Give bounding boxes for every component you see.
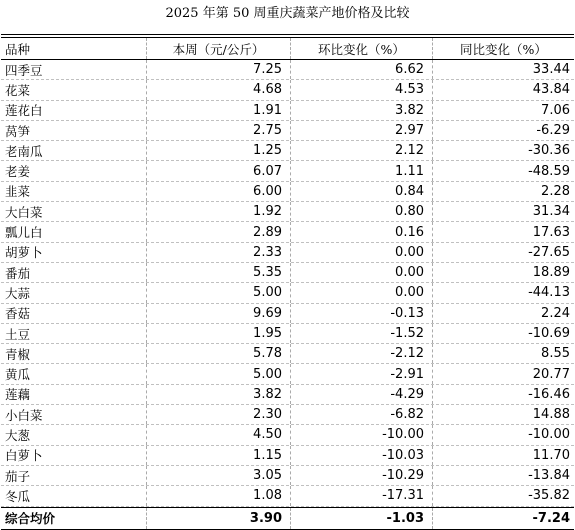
table-row [1,182,574,202]
header-week-on-week-change: 环比变化（%） [290,38,432,59]
cell-year-change: 11.70 [432,446,574,465]
table-row [1,283,574,303]
total-year-change: -7.24 [432,508,574,529]
cell-year-change: 14.88 [432,405,574,424]
cell-week-change: 1.11 [290,161,432,180]
cell-variety: 莲藕 [5,387,31,403]
cell-week-change: -10.00 [290,425,432,444]
cell-variety: 黄瓜 [5,367,31,383]
cell-week-change: -4.29 [290,385,432,404]
table-row [1,344,574,364]
table-row [1,466,574,486]
cell-week-change: 2.97 [290,121,432,140]
cell-week-change: -1.52 [290,324,432,343]
header-year-on-year-change: 同比变化（%） [432,38,574,59]
cell-year-change: 18.89 [432,263,574,282]
cell-variety: 韭菜 [5,184,31,200]
cell-year-change: 2.28 [432,182,574,201]
cell-week-change: -10.03 [290,446,432,465]
cell-variety: 香菇 [5,306,31,322]
cell-variety: 大白菜 [5,204,43,220]
cell-price: 2.89 [146,222,290,241]
cell-variety: 番茄 [5,265,31,281]
cell-week-change: -2.91 [290,364,432,383]
table-row [1,202,574,222]
cell-price: 3.05 [146,466,290,485]
cell-price: 5.35 [146,263,290,282]
cell-variety: 小白菜 [5,407,43,423]
cell-year-change: -10.00 [432,425,574,444]
cell-price: 9.69 [146,304,290,323]
cell-week-change: -10.29 [290,466,432,485]
cell-week-change: 2.12 [290,141,432,160]
cell-week-change: 6.62 [290,60,432,79]
table-row [1,486,574,506]
cell-price: 1.92 [146,202,290,221]
cell-year-change: -44.13 [432,283,574,302]
cell-variety: 土豆 [5,326,31,342]
table-row [1,304,574,324]
cell-year-change: 2.24 [432,304,574,323]
cell-price: 1.15 [146,446,290,465]
cell-variety: 老姜 [5,164,31,180]
cell-price: 7.25 [146,60,290,79]
cell-year-change: -10.69 [432,324,574,343]
cell-week-change: 0.84 [290,182,432,201]
cell-week-change: -6.82 [290,405,432,424]
price-table [1,34,574,530]
cell-variety: 四季豆 [5,62,43,78]
table-row [1,385,574,405]
cell-week-change: 0.16 [290,222,432,241]
cell-price: 1.25 [146,141,290,160]
cell-year-change: 20.77 [432,364,574,383]
table-row [1,425,574,445]
table-row [1,80,574,100]
header-variety: 品种 [5,41,31,57]
total-week-change: -1.03 [290,508,432,529]
table-row [1,243,574,263]
cell-year-change: 7.06 [432,101,574,120]
cell-variety: 青椒 [5,346,31,362]
cell-year-change: 43.84 [432,80,574,99]
cell-variety: 莴笋 [5,123,31,139]
table-row [1,324,574,344]
cell-variety: 花菜 [5,82,31,98]
cell-price: 1.08 [146,486,290,505]
cell-week-change: 0.80 [290,202,432,221]
cell-variety: 莲花白 [5,103,43,119]
table-row [1,121,574,141]
cell-variety: 白萝卜 [5,448,43,464]
cell-year-change: 17.63 [432,222,574,241]
table-row [1,364,574,384]
cell-price: 2.75 [146,121,290,140]
cell-week-change: 0.00 [290,243,432,262]
cell-price: 5.00 [146,283,290,302]
table-row [1,405,574,425]
cell-variety: 瓢儿白 [5,225,43,241]
cell-price: 5.78 [146,344,290,363]
table-body [1,60,574,507]
table-row [1,141,574,161]
cell-week-change: 4.53 [290,80,432,99]
cell-variety: 茄子 [5,468,31,484]
header-this-week-price: 本周（元/公斤） [146,38,290,59]
cell-price: 2.30 [146,405,290,424]
cell-week-change: 0.00 [290,263,432,282]
cell-price: 1.91 [146,101,290,120]
cell-week-change: -0.13 [290,304,432,323]
cell-year-change: -16.46 [432,385,574,404]
cell-week-change: -2.12 [290,344,432,363]
cell-price: 6.07 [146,161,290,180]
table-row [1,263,574,283]
cell-year-change: -48.59 [432,161,574,180]
table-title: 2025 年第 50 周重庆蔬菜产地价格及比较 [165,6,410,21]
cell-week-change: 3.82 [290,101,432,120]
cell-year-change: -13.84 [432,466,574,485]
cell-week-change: 0.00 [290,283,432,302]
cell-price: 4.50 [146,425,290,444]
cell-price: 4.68 [146,80,290,99]
table-header-row [1,37,574,60]
table-total-row [1,507,574,530]
total-price: 3.90 [146,508,290,529]
cell-price: 2.33 [146,243,290,262]
cell-year-change: -30.36 [432,141,574,160]
cell-variety: 冬瓜 [5,488,31,504]
cell-year-change: -6.29 [432,121,574,140]
total-label: 综合均价 [5,511,56,527]
cell-variety: 大蒜 [5,285,31,301]
cell-variety: 老南瓜 [5,143,43,159]
cell-variety: 胡萝卜 [5,245,43,261]
table-row [1,446,574,466]
table-row [1,161,574,181]
cell-year-change: 8.55 [432,344,574,363]
cell-price: 1.95 [146,324,290,343]
table-row [1,60,574,80]
table-row [1,101,574,121]
table-row [1,222,574,242]
cell-price: 5.00 [146,364,290,383]
cell-year-change: 33.44 [432,60,574,79]
cell-week-change: -17.31 [290,486,432,505]
cell-year-change: 31.34 [432,202,574,221]
cell-year-change: -27.65 [432,243,574,262]
cell-price: 3.82 [146,385,290,404]
cell-variety: 大葱 [5,427,31,443]
cell-year-change: -35.82 [432,486,574,505]
cell-price: 6.00 [146,182,290,201]
